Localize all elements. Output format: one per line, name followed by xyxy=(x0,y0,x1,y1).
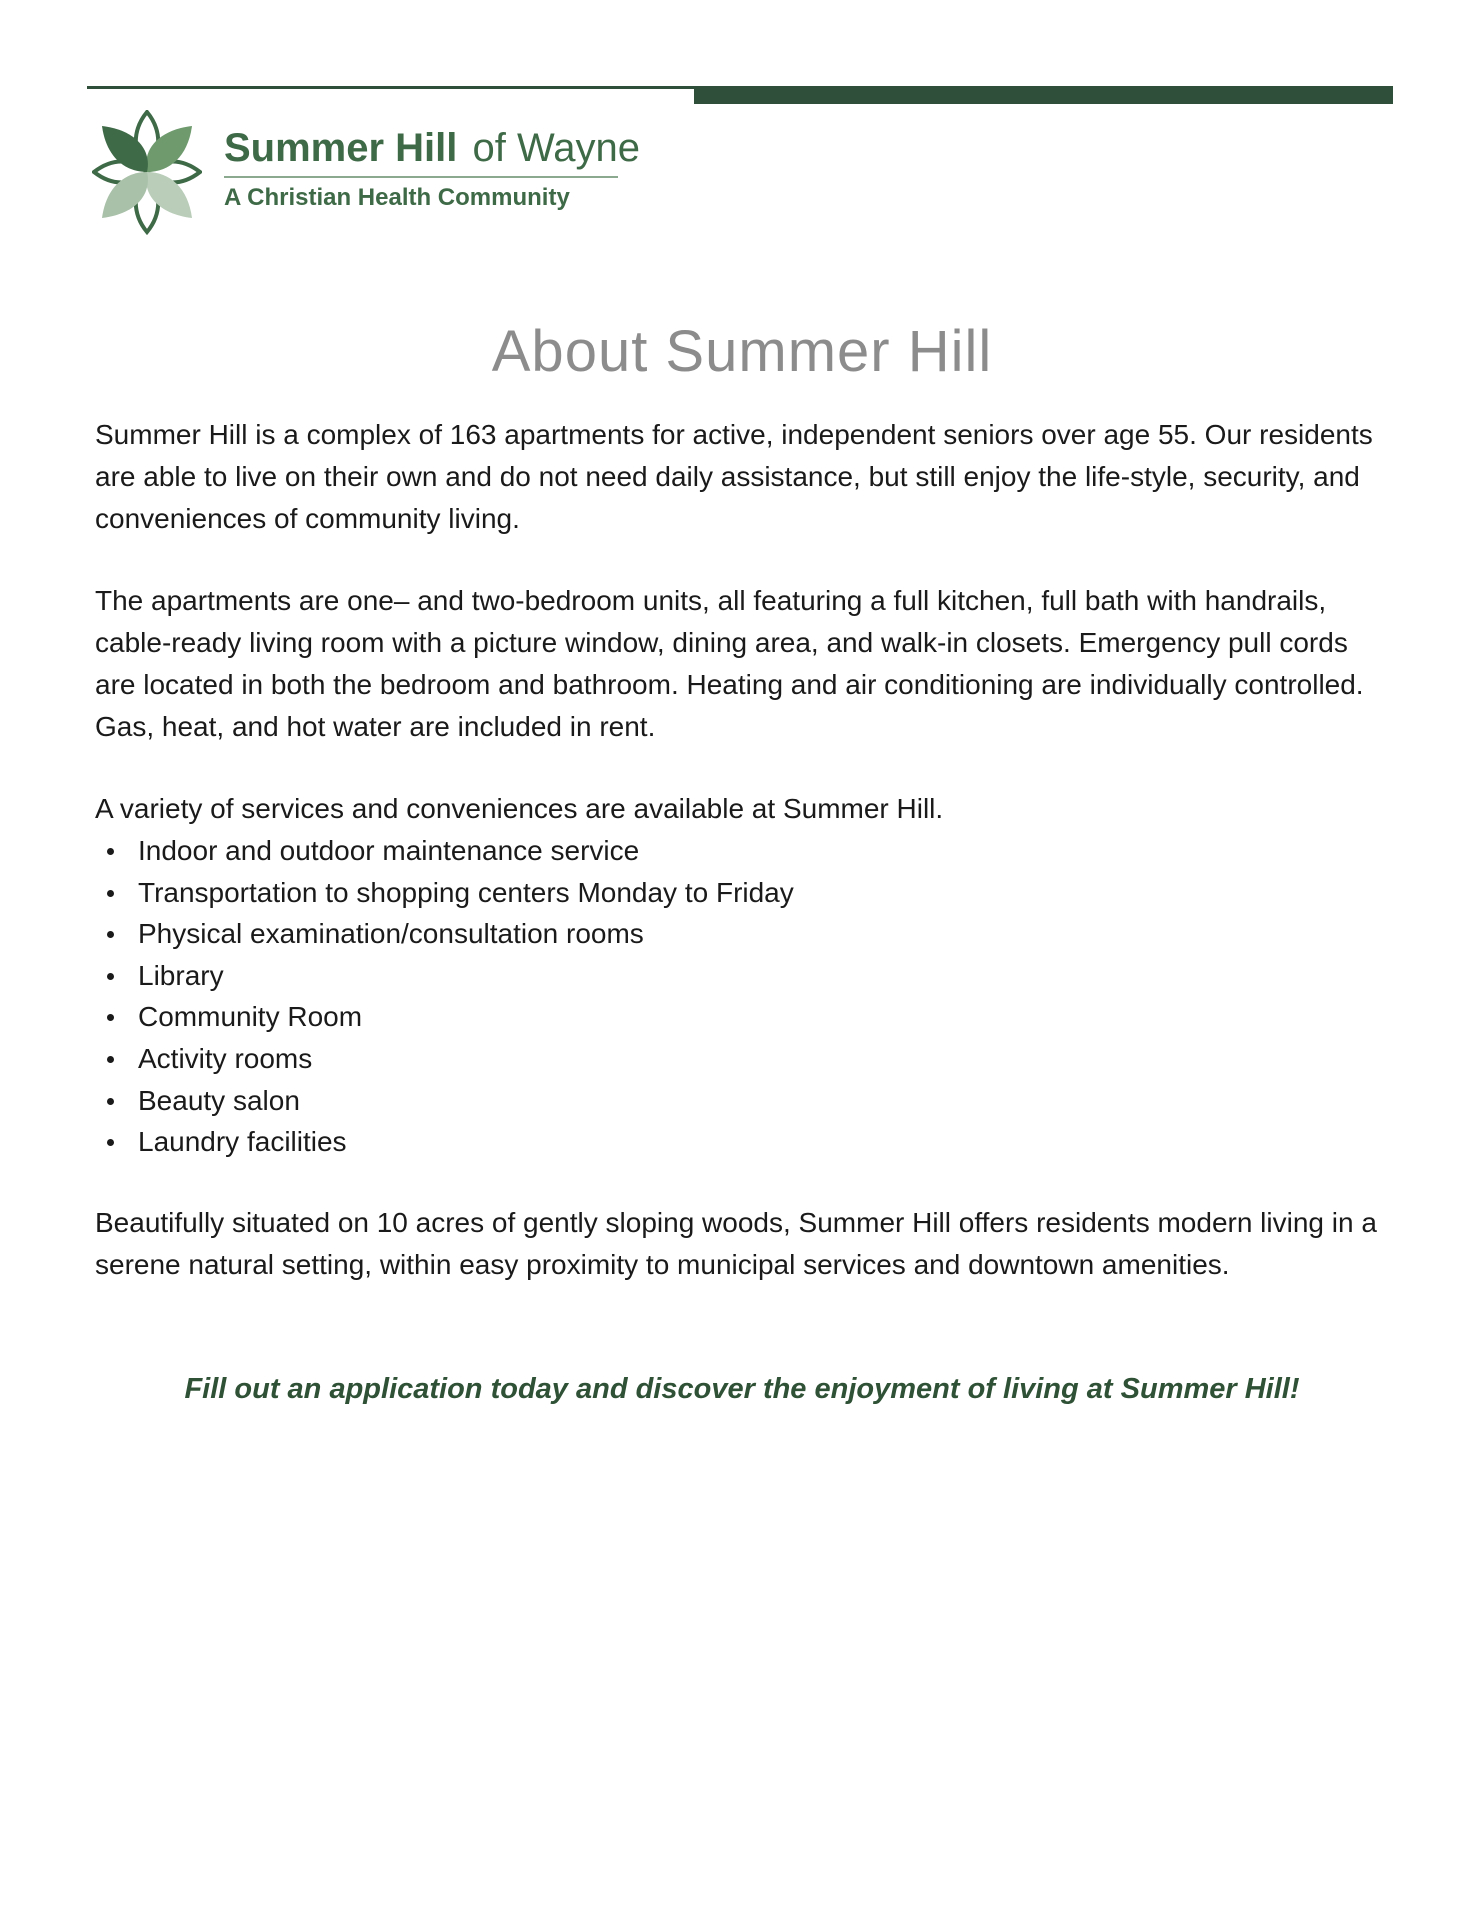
list-item: Laundry facilities xyxy=(95,1121,1295,1163)
intro-paragraph: Summer Hill is a complex of 163 apartments for active, independent seniors over age 55. Our residents are able to live on their own and do not need daily assistance, but still enjoy the life-style, security, and conveniences of community living. xyxy=(95,419,1373,534)
list-item: Community Room xyxy=(95,996,1295,1038)
list-item: Library xyxy=(95,955,1295,997)
logo xyxy=(92,110,652,240)
list-item: Transportation to shopping centers Monday to Friday xyxy=(95,872,1295,914)
services-intro: A variety of services and conveniences are available at Summer Hill. xyxy=(95,793,944,824)
setting-paragraph: Beautifully situated on 10 acres of gently sloping woods, Summer Hill offers residents modern living in a serene natural setting, within easy proximity to municipal services and downtown amenities. xyxy=(95,1207,1377,1280)
header-rule-thick xyxy=(694,88,1393,104)
list-item: Activity rooms xyxy=(95,1038,1295,1080)
list-item: Physical examination/consultation rooms xyxy=(95,913,1295,955)
page-title: About Summer Hill xyxy=(491,319,993,384)
logo-tagline: A Christian Health Community xyxy=(224,184,570,211)
apartments-paragraph: The apartments are one– and two-bedroom units, all featuring a full kitchen, full bath with handrails, cable-ready living room with a picture window, dining area, and walk-in closets. Emergency pull cords are located in both the bedroom and bathroom. Heating and air conditioning are individually controlled. Gas, heat, and hot water are included in rent. xyxy=(95,585,1364,742)
logo-name xyxy=(224,124,640,172)
logo-divider xyxy=(224,176,618,178)
services-list xyxy=(95,830,1295,1163)
logo-name-light: of Wayne xyxy=(472,126,641,170)
list-item: Indoor and outdoor maintenance service xyxy=(95,830,1295,872)
flower-logo-icon xyxy=(92,110,202,235)
logo-name-bold: Summer Hill xyxy=(224,126,458,170)
call-to-action: Fill out an application today and discover the enjoyment of living at Summer Hill! xyxy=(184,1373,1300,1405)
list-item: Beauty salon xyxy=(95,1080,1295,1122)
